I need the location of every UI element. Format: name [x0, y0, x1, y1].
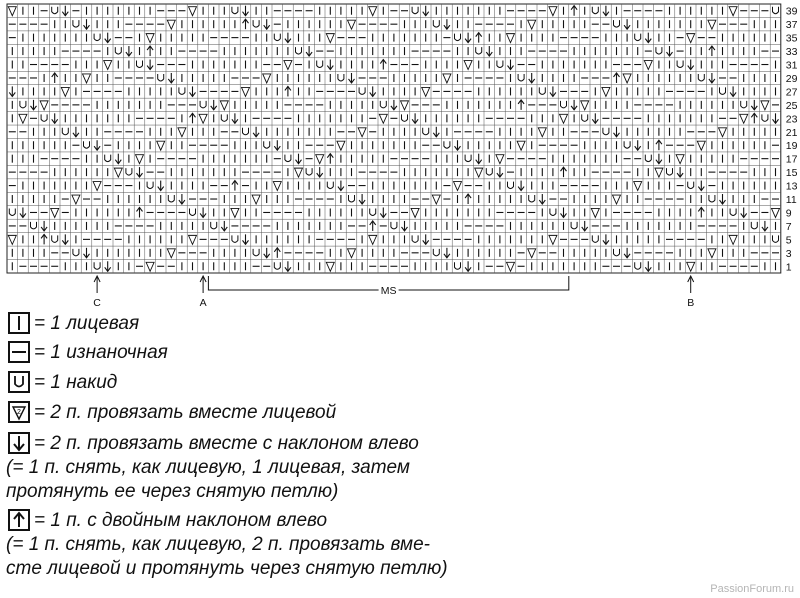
row-number: 39 [785, 5, 798, 18]
row-number: 3 [785, 247, 792, 260]
legend-purl [8, 341, 168, 365]
marker-b: B [687, 297, 695, 309]
sk2p-icon [8, 509, 30, 531]
row-number: 21 [785, 126, 798, 139]
legend-yo-text: = 1 накид [34, 372, 118, 393]
legend-sk2p-text: = 1 п. с двойным наклоном влево [34, 510, 328, 531]
row-number: 11 [785, 194, 797, 207]
watermark: PassionForum.ru [710, 583, 794, 595]
marker-a: A [199, 297, 207, 309]
row-number: 1 [785, 261, 792, 274]
legend-knit [8, 312, 139, 336]
row-number: 5 [785, 234, 792, 247]
yarn-over-icon [8, 371, 30, 393]
legend-knit-text: = 1 лицевая [34, 313, 140, 334]
row-number: 29 [785, 72, 798, 85]
legend-ssk-line3: протянуть ее через снятую петлю) [6, 481, 339, 502]
row-number: 31 [785, 59, 798, 72]
row-number: 23 [785, 113, 798, 126]
ssk-icon [8, 432, 30, 454]
row-number: 25 [785, 99, 798, 112]
legend-ssk [8, 432, 419, 504]
row-number: 27 [785, 86, 798, 99]
row-number: 9 [785, 207, 792, 220]
k2tog-icon [8, 401, 30, 423]
row-number: 15 [785, 167, 798, 180]
row-number: 17 [785, 153, 798, 166]
row-number: 33 [785, 46, 798, 59]
row-number: 35 [785, 32, 798, 45]
legend-ssk-text: = 2 п. провязать вместе с наклоном влево [34, 433, 419, 454]
legend-sk2p-line2: (= 1 п. снять, как лицевую, 2 п. провязать вме- [6, 534, 430, 555]
legend-ssk-line2: (= 1 п. снять, как лицевую, 1 лицевая, затем [6, 457, 410, 478]
legend-k2tog-text: = 2 п. провязать вместе лицевой [34, 402, 337, 423]
marker-ms: MS [380, 285, 397, 297]
purl-stitch-icon [8, 341, 30, 363]
legend-yo [8, 371, 117, 395]
legend-k2tog [8, 401, 336, 425]
row-number: 7 [785, 220, 792, 233]
legend-sk2p-line3: сте лицевой и протянуть через снятую петлю) [6, 558, 448, 579]
row-number: 13 [785, 180, 798, 193]
marker-c: C [93, 297, 101, 309]
knit-stitch-icon [8, 312, 30, 334]
legend-sk2p [8, 509, 448, 581]
row-number: 19 [785, 140, 798, 153]
svg-text:2: 2 [17, 409, 21, 416]
row-number: 37 [785, 19, 798, 32]
legend-purl-text: = 1 изнаночная [34, 342, 168, 363]
